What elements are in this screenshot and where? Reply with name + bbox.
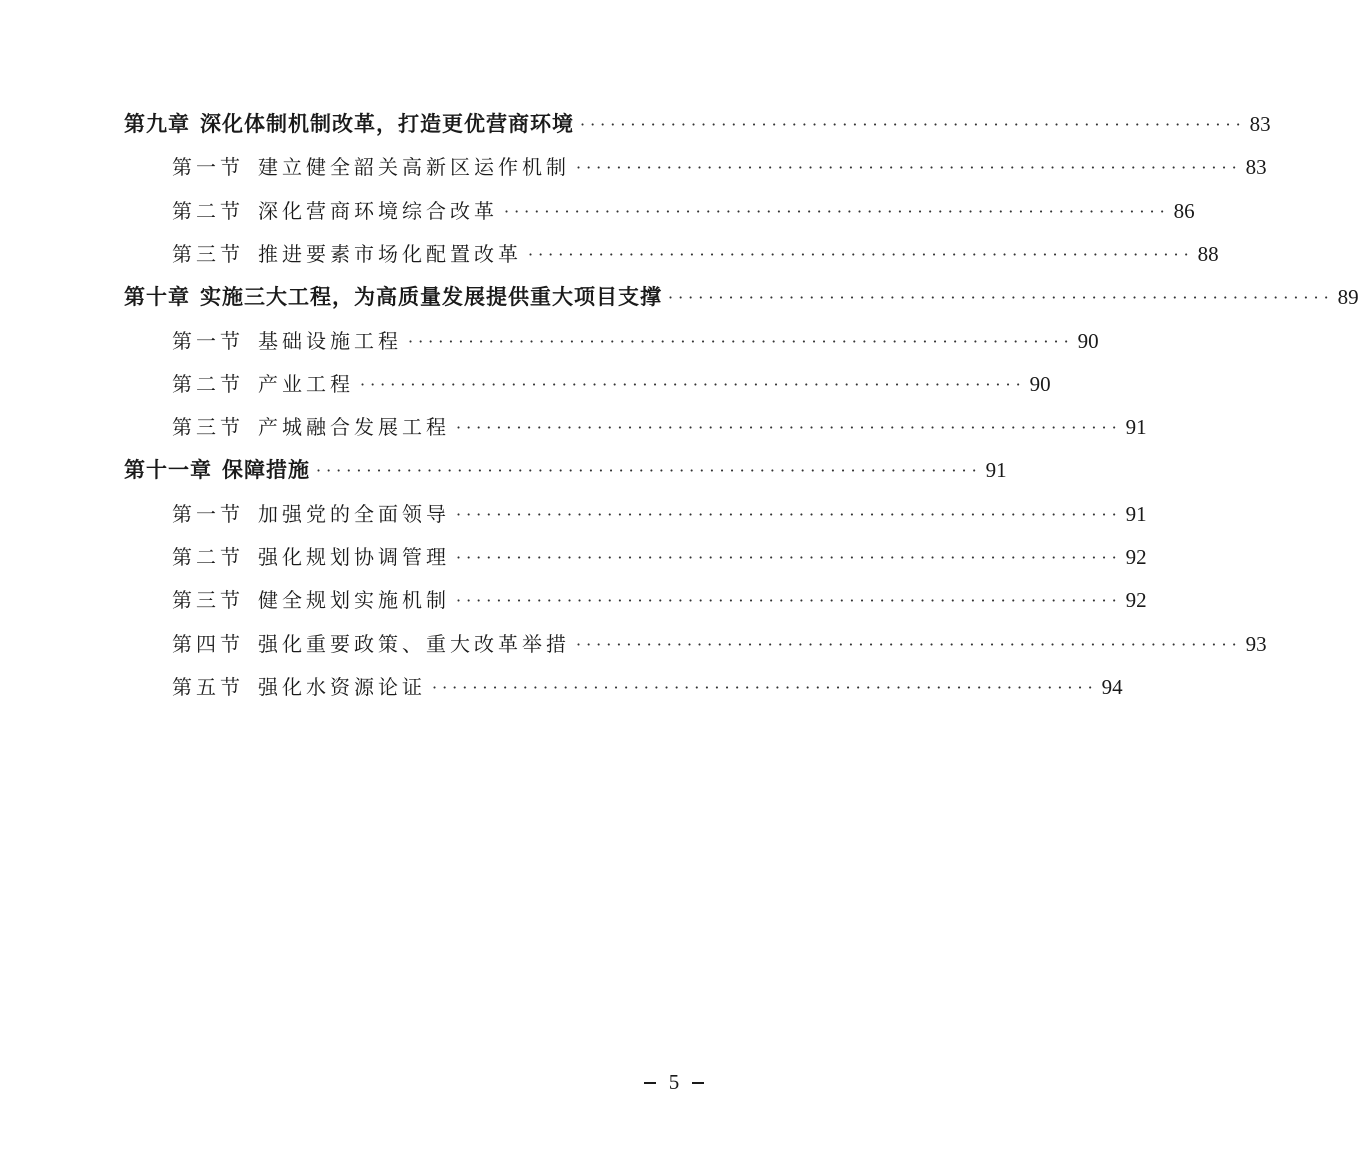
dot-leader: ·································································· [456, 548, 1122, 568]
toc-section-9-1[interactable] [0, 144, 1267, 187]
section-title: 推进要素市场化配置改革 [258, 242, 522, 267]
toc-entry-label [172, 151, 570, 180]
dot-leader: ·································································· [408, 331, 1074, 351]
dot-leader: ·································································· [576, 634, 1242, 654]
section-title: 产业工程 [258, 371, 354, 396]
section-number: 第一节 [172, 155, 244, 180]
toc-section-10-3[interactable] [0, 404, 1147, 447]
page-number: 91 [1125, 501, 1147, 526]
page-number: 83 [1245, 155, 1267, 180]
section-title: 加强党的全面领导 [258, 501, 450, 526]
dot-leader: ·································································· [360, 374, 1026, 394]
toc-section-9-3[interactable] [0, 231, 1219, 274]
toc-entry-label [172, 628, 570, 657]
section-number: 第四节 [172, 631, 244, 656]
chapter-number: 第十章 [124, 284, 190, 309]
section-title: 深化营商环境综合改革 [258, 198, 498, 223]
section-title: 产城融合发展工程 [258, 415, 450, 440]
page-footer [644, 1070, 704, 1095]
section-title: 强化规划协调管理 [258, 545, 450, 570]
toc-section-11-4[interactable] [0, 621, 1267, 664]
section-number: 第三节 [172, 242, 244, 267]
section-title: 健全规划实施机制 [258, 588, 450, 613]
section-number: 第三节 [172, 415, 244, 440]
toc-entry-label [172, 325, 402, 354]
section-number: 第一节 [172, 501, 244, 526]
toc-chapter-9[interactable] [0, 101, 1271, 144]
page-number: 91 [1125, 415, 1147, 440]
section-title: 强化重要政策、重大改革举措 [258, 631, 570, 656]
toc-chapter-11[interactable] [0, 447, 1007, 490]
dot-leader: ·································································· [432, 678, 1098, 697]
page-number: 88 [1197, 242, 1219, 267]
toc-section-11-2[interactable] [0, 534, 1147, 577]
page-number: 92 [1125, 545, 1147, 570]
page-number: 94 [1101, 675, 1123, 699]
dot-leader: ·································································· [316, 461, 982, 481]
page-number: 91 [985, 458, 1007, 483]
page-number: 90 [1077, 328, 1099, 353]
toc-entry-label [172, 498, 450, 527]
toc-section-9-2[interactable] [0, 188, 1195, 231]
dot-leader: ·································································· [576, 158, 1242, 178]
dot-leader: ·································································· [456, 504, 1122, 524]
section-title: 基础设施工程 [258, 328, 402, 353]
dot-leader: ·································································· [504, 201, 1170, 221]
page-number: 92 [1125, 588, 1147, 613]
section-number: 第一节 [172, 328, 244, 353]
footer-dash-right [692, 1082, 704, 1084]
page-number: 83 [1249, 111, 1271, 136]
section-title: 建立健全韶关高新区运作机制 [258, 155, 570, 180]
toc-entry-label [172, 195, 498, 224]
chapter-number: 第十一章 [124, 458, 212, 483]
toc-entry-label [172, 584, 450, 613]
toc-section-11-3[interactable] [0, 577, 1147, 620]
toc-entry-label [172, 368, 354, 397]
chapter-title: 保障措施 [222, 458, 310, 483]
section-number: 第三节 [172, 588, 244, 613]
footer-dash-left [644, 1082, 656, 1084]
page-number: 93 [1245, 631, 1267, 656]
dot-leader: ·································································· [528, 245, 1194, 265]
section-number: 第二节 [172, 198, 244, 223]
toc-entry-label [172, 411, 450, 440]
footer-page-number: 5 [668, 1070, 680, 1094]
toc-entry-label [172, 671, 426, 700]
toc-section-10-1[interactable] [0, 317, 1099, 360]
section-number: 第五节 [172, 675, 244, 699]
section-number: 第二节 [172, 545, 244, 570]
page-number: 86 [1173, 198, 1195, 223]
section-number: 第二节 [172, 371, 244, 396]
table-of-contents [0, 101, 1359, 707]
dot-leader: ·································································· [580, 114, 1246, 134]
dot-leader: ·································································· [456, 591, 1122, 611]
toc-entry-label [124, 454, 310, 484]
section-title: 强化水资源论证 [258, 675, 426, 699]
toc-section-10-2[interactable] [0, 361, 1051, 404]
toc-entry-label [124, 281, 662, 311]
toc-section-11-5[interactable] [0, 664, 1123, 707]
chapter-title: 实施三大工程，为高质量发展提供重大项目支撑 [200, 284, 662, 309]
page-number: 89 [1337, 284, 1359, 309]
dot-leader: ·································································· [456, 418, 1122, 438]
dot-leader: ·································································· [668, 287, 1334, 307]
chapter-number: 第九章 [124, 111, 190, 136]
toc-entry-label [172, 238, 522, 267]
page-number: 90 [1029, 371, 1051, 396]
toc-entry-label [124, 108, 574, 138]
toc-entry-label [172, 541, 450, 570]
toc-section-11-1[interactable] [0, 491, 1147, 534]
chapter-title: 深化体制机制改革，打造更优营商环境 [200, 111, 574, 136]
toc-chapter-10[interactable] [0, 274, 1359, 317]
